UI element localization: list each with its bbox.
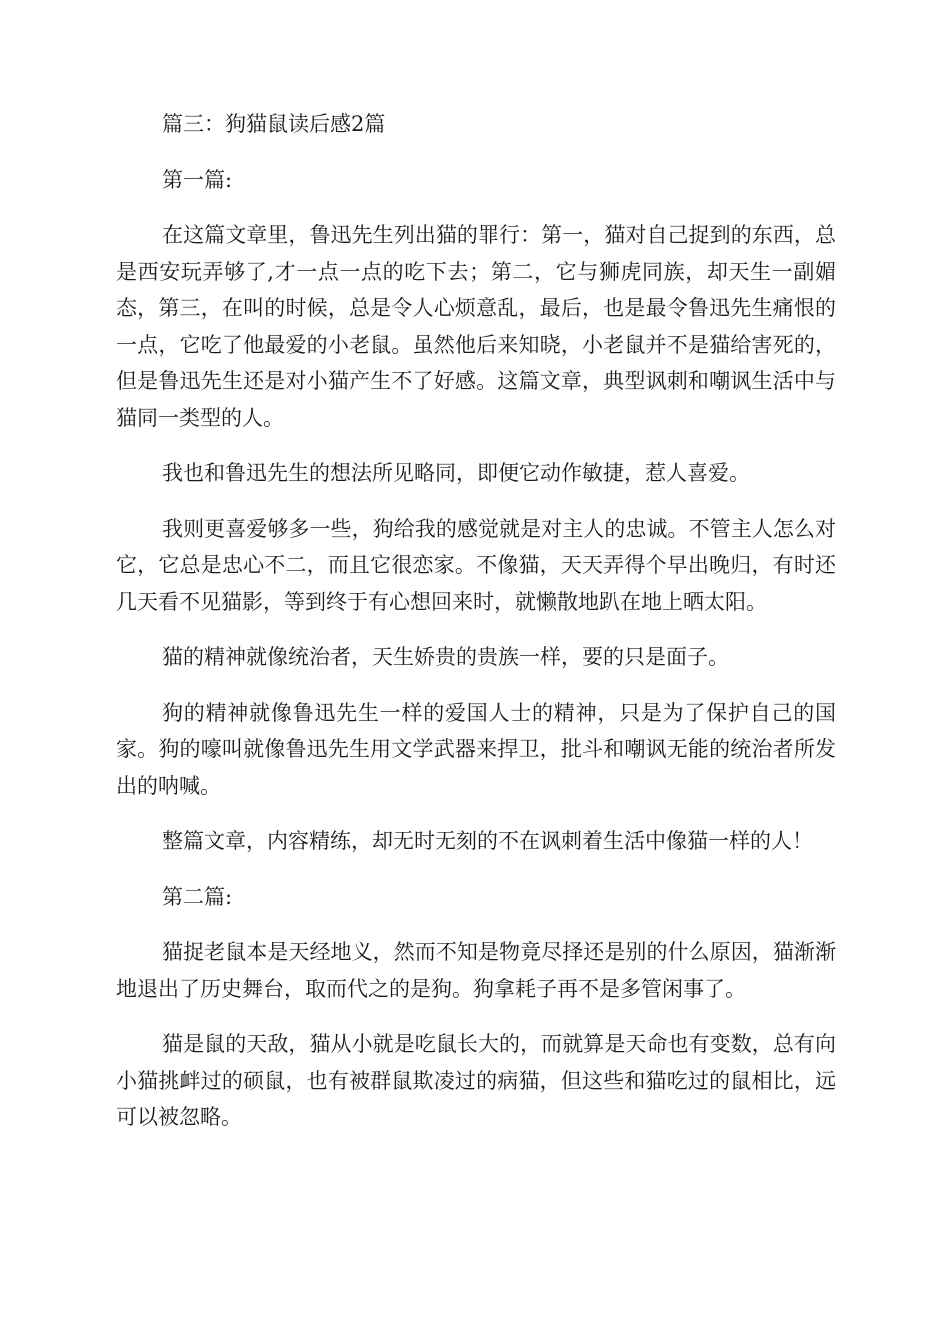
paragraph: 整篇文章，内容精练，却无时无刻的不在讽刺着生活中像猫一样的人！ (162, 829, 813, 853)
paragraph: 在这篇文章里，鲁迅先生列出猫的罪行：第一，猫对自己捉到的东西，总是西安玩弄够了,才一点一点的吃下去；第二，它与狮虎同族，却天生一副媚态，第三，在叫的时候，总是令人心烦意乱，最后，也是最令鲁迅先生痛恨的一点，它吃了他最爱的小老鼠。虽然他后来知晓，小老鼠并不是猫给害死的，但是鲁迅先生还是对小猫产生不了好感。这篇文章，典型讽刺和嘲讽生活中与猫同一类型的人。 (116, 223, 836, 430)
document-title: 篇三：狗猫鼠读后感2篇 (162, 112, 386, 136)
paragraph: 我也和鲁迅先生的想法所见略同，即便它动作敏捷，惹人喜爱。 (162, 461, 750, 485)
part-two-heading: 第二篇: (162, 884, 233, 909)
paragraph: 猫的精神就像统治者，天生娇贵的贵族一样，要的只是面子。 (162, 645, 729, 669)
document-page (116, 106, 836, 1155)
part-one-heading: 第一篇: (162, 167, 233, 192)
paragraph: 猫捉老鼠本是天经地义，然而不知是物竟尽择还是别的什么原因，猫渐渐地退出了历史舞台，取而代之的是狗。狗拿耗子再不是多管闲事了。 (116, 940, 836, 1001)
paragraph: 狗的精神就像鲁迅先生一样的爱国人士的精神，只是为了保护自己的国家。狗的嚎叫就像鲁迅先生用文学武器来捍卫，批斗和嘲讽无能的统治者所发出的呐喊。 (116, 700, 836, 798)
paragraph: 猫是鼠的天敌，猫从小就是吃鼠长大的，而就算是天命也有变数，总有向小猫挑衅过的硕鼠，也有被群鼠欺凌过的病猫，但这些和猫吃过的鼠相比，远可以被忽略。 (116, 1032, 836, 1129)
paragraph: 我则更喜爱够多一些，狗给我的感觉就是对主人的忠诚。不管主人怎么对它，它总是忠心不二，而且它很恋家。不像猫，天天弄得个早出晚归，有时还几天看不见猫影，等到终于有心想回来时，就懒散地趴在地上晒太阳。 (116, 516, 836, 614)
